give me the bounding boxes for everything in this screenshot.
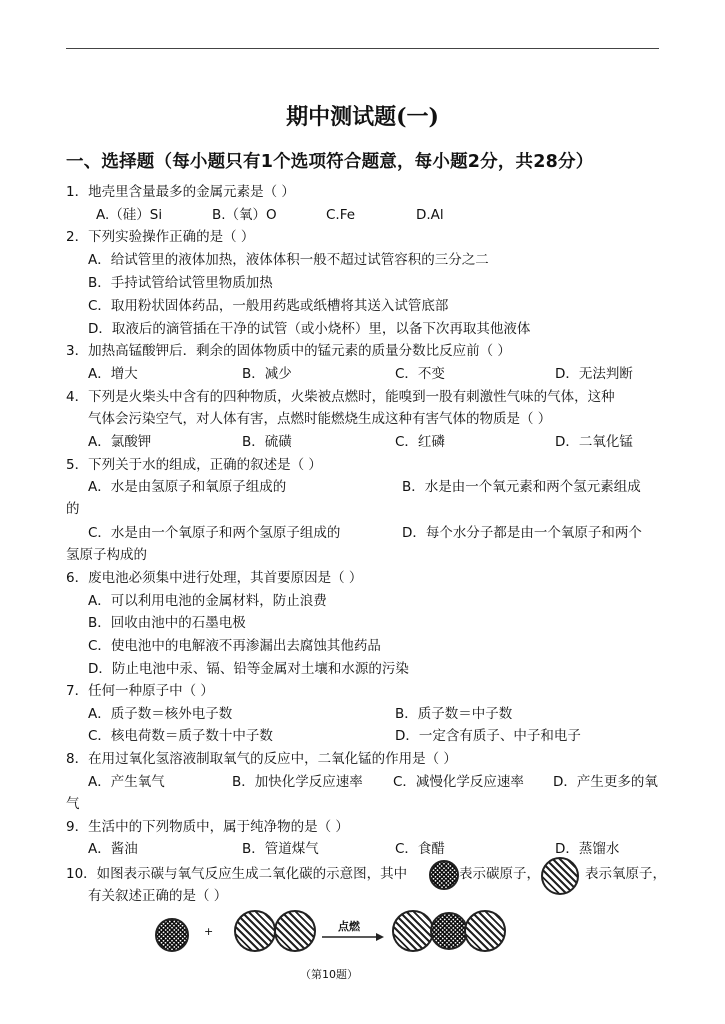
question-3-stem: 3．加热高锰酸钾后．剩余的固体物质中的锰元素的质量分数比反应前（ ） (66, 343, 511, 359)
q3-option-d: D．无法判断 (555, 366, 633, 382)
q9-option-a: A．酱油 (88, 841, 138, 857)
figure-caption: （第10题） (300, 968, 358, 981)
section-heading: 一、选择题（每小题只有1个选项符合题意，每小题2分，共28分） (66, 152, 594, 172)
q4-option-c: C．红磷 (395, 434, 445, 450)
q7-option-d: D．一定含有质子、中子和电子 (395, 728, 581, 744)
q6-option-a: A．可以利用电池的金属材料，防止浪费 (88, 593, 327, 609)
q7-option-b: B．质子数＝中子数 (395, 706, 513, 722)
q2-option-c: C．取用粉状固体药品，一般用药匙或纸槽将其送入试管底部 (88, 298, 449, 314)
question-4-stem-cont: 气体会污染空气，对人体有害，点燃时能燃烧生成这种有害气体的物质是（ ） (88, 411, 552, 427)
oxygen-atom-icon (464, 910, 506, 952)
q4-option-a: A．氯酸钾 (88, 434, 152, 450)
carbon-atom-icon (155, 918, 189, 952)
q10-stem-part2: 表示碳原子， (459, 866, 540, 882)
question-6-stem: 6．废电池必须集中进行处理，其首要原因是（ ） (66, 570, 363, 586)
q8-option-d: D．产生更多的氧 (553, 774, 658, 790)
q10-stem-part1: 10．如图表示碳与氧气反应生成二氧化碳的示意图，其中 (66, 866, 408, 882)
q8-option-c: C．减慢化学反应速率 (393, 774, 524, 790)
q1-option-d: D.Al (416, 207, 444, 223)
question-10-stem (66, 865, 407, 883)
q6-option-b: B．回收由池中的石墨电极 (88, 615, 246, 631)
question-8-stem: 8．在用过氧化氢溶液制取氧气的反应中，二氧化锰的作用是（ ） (66, 751, 457, 767)
question-5-stem: 5．下列关于水的组成，正确的叙述是（ ） (66, 457, 322, 473)
q2-option-a: A．给试管里的液体加热，液体体积一般不超过试管容积的三分之二 (88, 252, 489, 268)
header-rule (66, 48, 659, 49)
q1-option-a: A.（硅）Si (96, 207, 163, 223)
q1-option-b: B.（氧）O (212, 207, 277, 223)
q9-option-d: D．蒸馏水 (555, 841, 620, 857)
q4-option-d: D．二氧化锰 (555, 434, 633, 450)
question-4-stem: 4．下列是火柴头中含有的四种物质，火柴被点燃时，能嗅到一股有刺激性气味的气体，这种 (66, 389, 615, 405)
q5-option-b: B．水是由一个氧元素和两个氢元素组成 (402, 479, 641, 495)
oxygen-atom-legend-icon (541, 857, 579, 895)
oxygen-atom-icon (392, 910, 434, 952)
q6-option-c: C．使电池中的电解液不再渗漏出去腐蚀其他药品 (88, 638, 381, 654)
q5-option-b-tail: 的 (66, 501, 80, 517)
arrow-label: 点燃 (338, 920, 360, 933)
question-1-stem: 1．地壳里含量最多的金属元素是（ ） (66, 184, 295, 200)
q5-option-c: C．水是由一个氧原子和两个氢原子组成的 (88, 525, 341, 541)
question-2-stem: 2．下列实验操作正确的是（ ） (66, 229, 255, 245)
q3-option-c: C．不变 (395, 366, 445, 382)
q2-option-d: D．取液后的滴管插在干净的试管（或小烧杯）里，以备下次再取其他液体 (88, 321, 531, 337)
q10-stem-part3: 表示氧原子， (585, 866, 666, 882)
reaction-arrow-icon (322, 932, 384, 942)
question-9-stem: 9．生活中的下列物质中，属于纯净物的是（ ） (66, 819, 349, 835)
question-10-stem-cont: 有关叙述正确的是（ ） (88, 888, 228, 904)
plus-sign: + (204, 925, 214, 938)
q7-option-a: A．质子数＝核外电子数 (88, 706, 233, 722)
q1-option-c: C.Fe (326, 207, 356, 223)
q3-option-b: B．减少 (242, 366, 292, 382)
q4-option-b: B．硫磺 (242, 434, 292, 450)
page-title: 期中测试题(一) (286, 104, 439, 130)
carbon-atom-icon (430, 912, 468, 950)
q9-option-c: C．食醋 (395, 841, 445, 857)
q8-option-d-tail: 气 (66, 796, 80, 812)
q6-option-d: D．防止电池中汞、镉、铅等金属对土壤和水源的污染 (88, 661, 409, 677)
q3-option-a: A．增大 (88, 366, 138, 382)
carbon-atom-legend-icon (429, 860, 459, 890)
q5-option-d: D．每个水分子都是由一个氧原子和两个 (402, 525, 642, 541)
q2-option-b: B．手持试管给试管里物质加热 (88, 275, 273, 291)
q5-option-d-tail: 氢原子构成的 (66, 547, 147, 563)
q8-option-a: A．产生氧气 (88, 774, 165, 790)
oxygen-atom-icon (274, 910, 316, 952)
q5-option-a: A．水是由氢原子和氧原子组成的 (88, 479, 287, 495)
q7-option-c: C．核电荷数＝质子数十中子数 (88, 728, 273, 744)
question-7-stem: 7．任何一种原子中（ ） (66, 683, 214, 699)
q9-option-b: B．管道煤气 (242, 841, 319, 857)
oxygen-atom-icon (234, 910, 276, 952)
q8-option-b: B．加快化学反应速率 (232, 774, 363, 790)
